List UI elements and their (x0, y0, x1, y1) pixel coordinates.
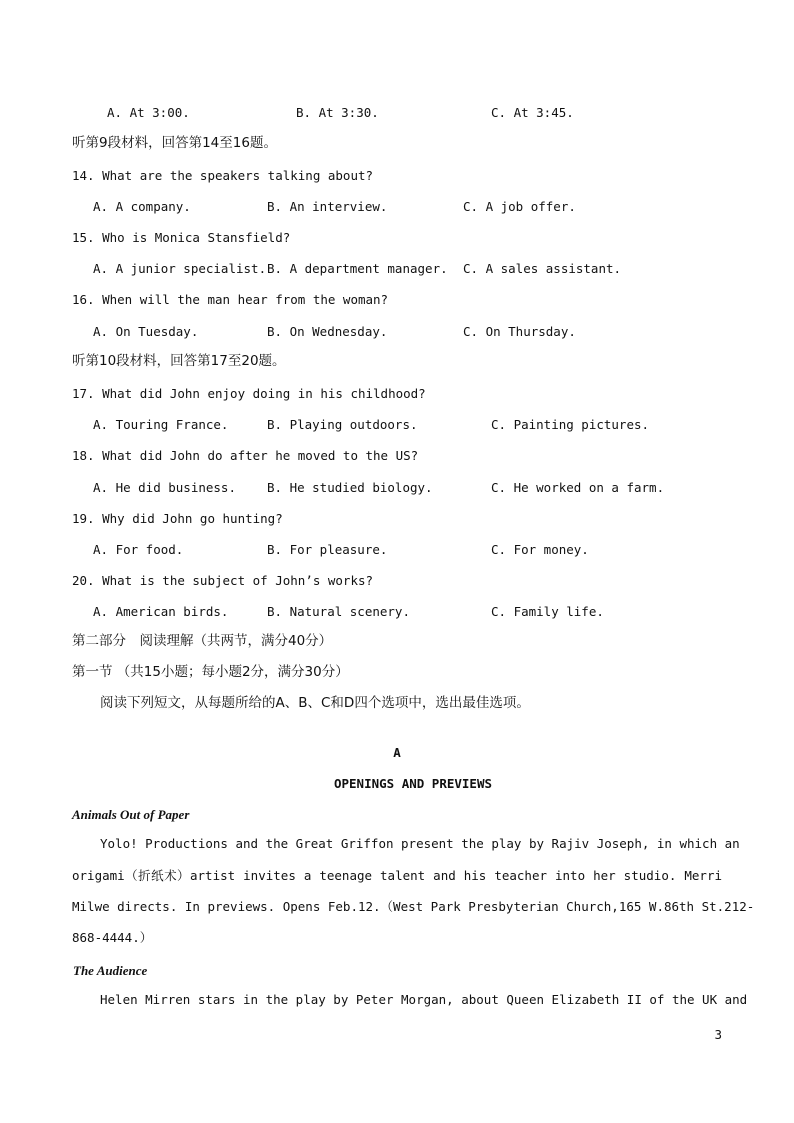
q14-option-a: A. A company. (93, 199, 191, 214)
q16-question: 16. When will the man hear from the woman? (72, 292, 389, 307)
instructions: 阅读下列短文，从每题所给的A、B、C和D四个选项中，选出最佳选项。 (100, 695, 530, 711)
passage-title: OPENINGS AND PREVIEWS (333, 776, 493, 791)
q19-option-b: B. For pleasure. (267, 542, 388, 557)
q14-option-b: B. An interview. (267, 199, 388, 214)
section9-heading: 听第9段材料，回答第14至16题。 (72, 135, 277, 151)
play1-line3: Milwe directs. In previews. Opens Feb.12.（West Park Presbyterian Church,165 W.86th St.212- (72, 899, 755, 914)
q17-option-b: B. Playing outdoors. (267, 417, 418, 432)
play1-line2: origami（折纸术）artist invites a teenage talent and his teacher into her studio. Merri (72, 868, 722, 883)
q15-option-b: B. A department manager. (267, 261, 448, 276)
q18-question: 18. What did John do after he moved to the US? (72, 448, 419, 463)
q15-option-a: A. A junior specialist. (93, 261, 267, 276)
play1-line1: Yolo! Productions and the Great Griffon present the play by Rajiv Joseph, in which an (100, 836, 740, 851)
q16-option-c: C. On Thursday. (463, 324, 576, 339)
q16-option-b: B. On Wednesday. (267, 324, 388, 339)
q13-option-a: A. At 3:00. (107, 105, 190, 120)
q17-option-a: A. Touring France. (93, 417, 229, 432)
q14-question: 14. What are the speakers talking about? (72, 168, 374, 183)
q19-option-a: A. For food. (93, 542, 184, 557)
passage-letter: A (393, 745, 401, 760)
play1-line4: 868-4444.） (72, 930, 153, 945)
play2-line1: Helen Mirren stars in the play by Peter Morgan, about Queen Elizabeth II of the UK and (100, 992, 748, 1007)
q19-option-c: C. For money. (491, 542, 589, 557)
section10-heading: 听第10段材料，回答第17至20题。 (72, 353, 286, 369)
q13-option-c: C. At 3:45. (491, 105, 574, 120)
q18-option-a: A. He did business. (93, 480, 236, 495)
q19-question: 19. Why did John go hunting? (72, 511, 283, 526)
page-number: 3 (714, 1027, 722, 1042)
play1-title: Animals Out of Paper (72, 807, 190, 822)
play2-title: The Audience (73, 963, 148, 978)
q20-question: 20. What is the subject of John’s works? (72, 573, 374, 588)
q15-question: 15. Who is Monica Stansfield? (72, 230, 291, 245)
q18-option-b: B. He studied biology. (267, 480, 433, 495)
q20-option-c: C. Family life. (491, 604, 604, 619)
q16-option-a: A. On Tuesday. (93, 324, 199, 339)
q14-option-c: C. A job offer. (463, 199, 576, 214)
q13-option-b: B. At 3:30. (296, 105, 379, 120)
q20-option-a: A. American birds. (93, 604, 229, 619)
q17-question: 17. What did John enjoy doing in his childhood? (72, 386, 426, 401)
section1-heading: 第一节 （共15小题；每小题2分，满分30分） (72, 664, 349, 680)
q20-option-b: B. Natural scenery. (267, 604, 410, 619)
q18-option-c: C. He worked on a farm. (491, 480, 665, 495)
q17-option-c: C. Painting pictures. (491, 417, 650, 432)
part2-heading: 第二部分 阅读理解（共两节，满分40分） (72, 633, 333, 649)
q15-option-c: C. A sales assistant. (463, 261, 622, 276)
